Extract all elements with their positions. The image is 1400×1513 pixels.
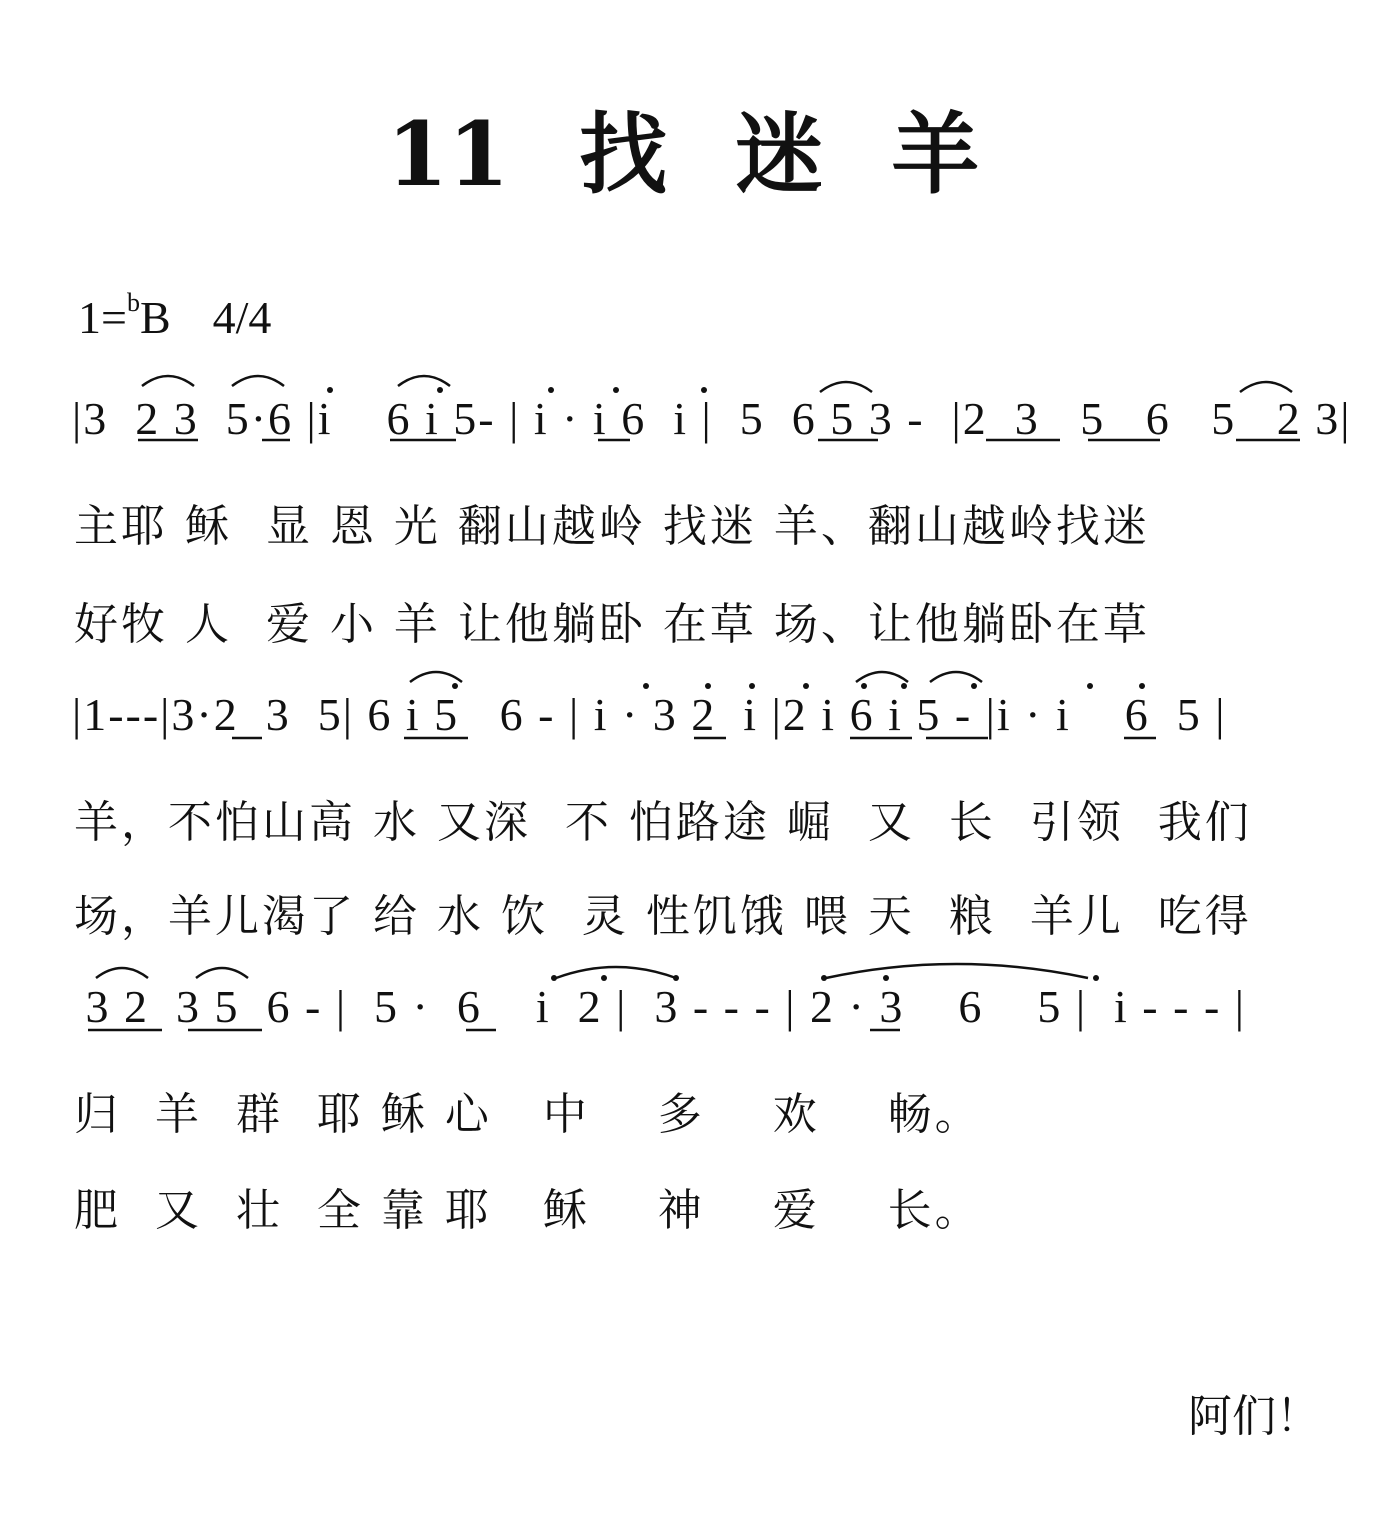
time-signature: 4/4 (212, 292, 272, 343)
slur-mark (410, 672, 462, 682)
slur-mark (196, 968, 248, 978)
slur-mark (232, 376, 284, 386)
title-char: 迷 (735, 102, 824, 206)
title-char: 找 (579, 102, 668, 206)
lyrics-line-1-verse-1: 主耶 稣 显 恩 光 翻山越岭 找迷 羊、翻山越岭找迷 (74, 501, 1150, 552)
notation-line-2: |1---|3·2 3 5| 6 i 5 6 - | i · 3 2 i |2 i 6 i 5 - |i · i 6 5 | (72, 689, 1227, 740)
amen-text: 阿们！ (1188, 1391, 1320, 1442)
slur-mark (930, 672, 982, 682)
key-note: B (139, 292, 171, 343)
slur-mark (826, 964, 1088, 978)
slur-mark (142, 376, 194, 386)
key-prefix: 1= (78, 292, 127, 343)
notation-line-3: 3 2 3 5 6 - | 5 · 6 i 2 | 3 - - - | 2 · 3 6 5 | i - - - | (72, 981, 1246, 1032)
lyrics-line-1-verse-2: 好牧 人 爱 小 羊 让他躺卧 在草 场、让他躺卧在草 (74, 599, 1150, 650)
lyrics-line-2-verse-2: 场，羊儿渴了 给 水 饮 灵 性饥饿 喂 天 粮 羊儿 吃得 (74, 891, 1252, 942)
lyrics-line-3-verse-1: 归 羊 群 耶 稣 心 中 多 欢 畅。 (74, 1089, 982, 1140)
slur-mark (556, 967, 676, 978)
slur-mark (398, 376, 450, 386)
song-title (0, 85, 1400, 211)
slur-mark (96, 968, 148, 978)
title-char: 羊 (891, 102, 980, 206)
slur-mark (1240, 382, 1292, 392)
slur-mark (856, 672, 908, 682)
lyrics-line-2-verse-1: 羊，不怕山高 水 又深 不 怕路途 崛 又 长 引领 我们 (74, 797, 1252, 848)
song-number: 11 (386, 102, 510, 206)
lyrics-line-3-verse-2: 肥 又 壮 全 靠 耶 稣 神 爱 长。 (74, 1185, 982, 1236)
flat-sign: b (126, 288, 140, 317)
key-signature (78, 288, 271, 344)
notation-line-1: |3 2 3 5·6 |i 6 i 5- | i · i 6 i | 5 6 5 3 - |2 3 5 6 5 2 3| (72, 393, 1352, 444)
slur-mark (820, 382, 872, 392)
